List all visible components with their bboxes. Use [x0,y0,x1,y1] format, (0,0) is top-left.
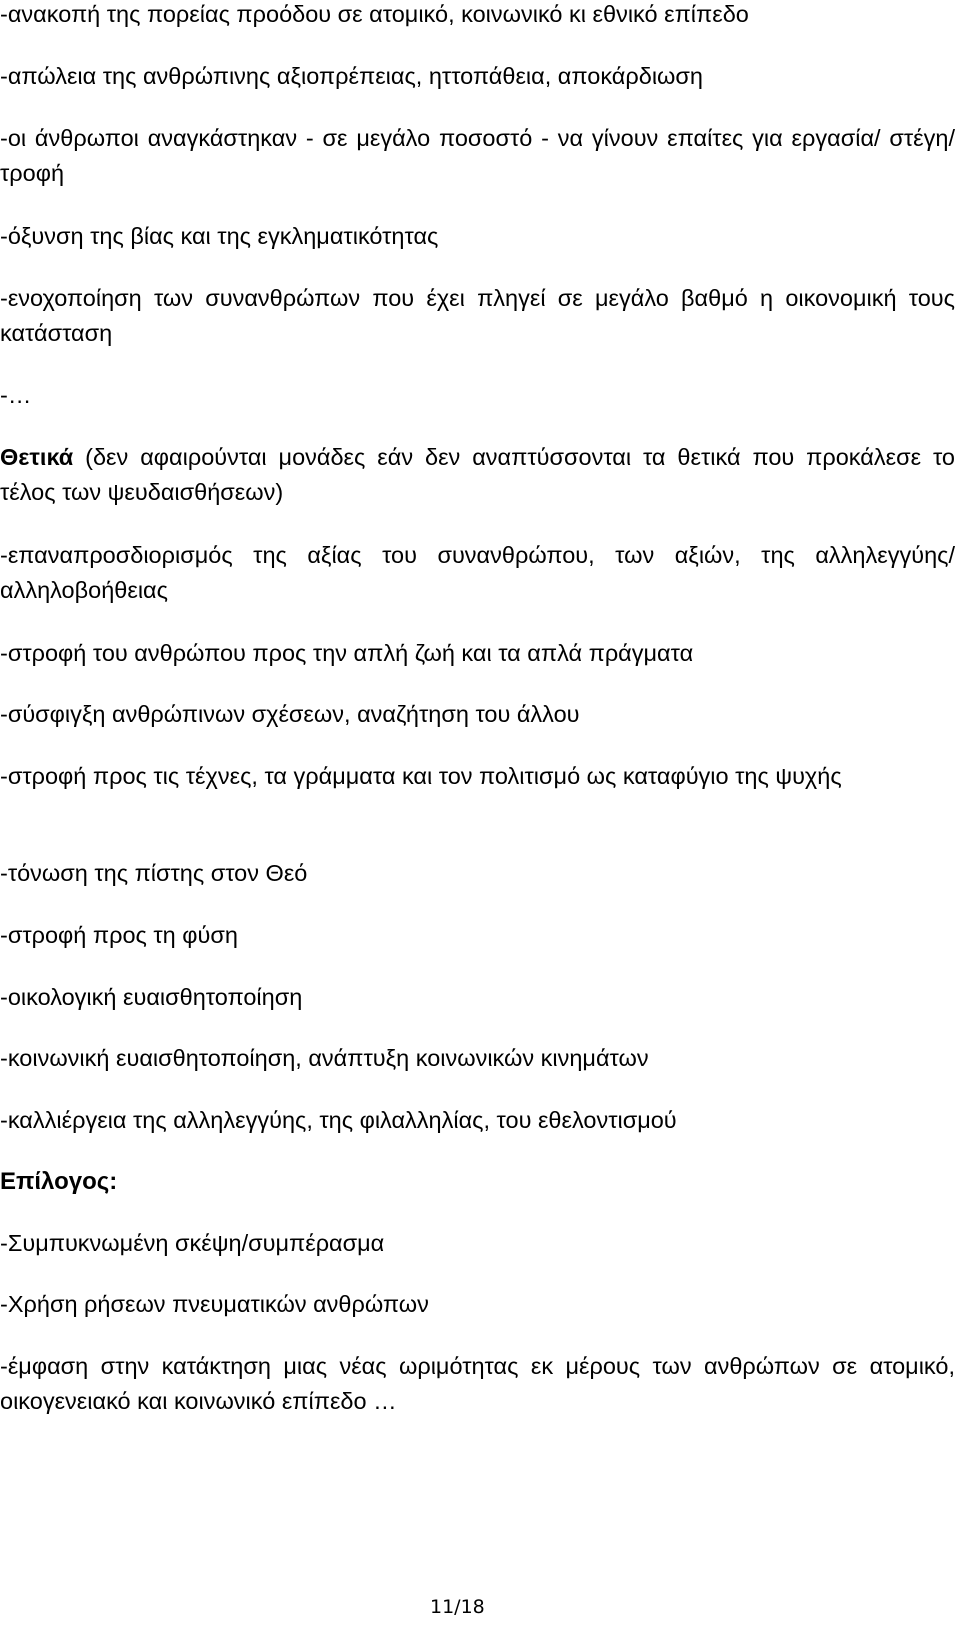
list-item: -Συμπυκνωμένη σκέψη/συμπέρασμα [0,1230,385,1256]
list-item: -όξυνση της βίας και της εγκληματικότητας [0,223,439,249]
positives-note: (δεν αφαιρούνται μονάδες εάν δεν αναπτύσσονται τα θετικά που προκάλεσε το τέλος των ψευδαισθήσεων) [0,444,955,505]
list-item: -κοινωνική ευαισθητοποίηση, ανάπτυξη κοινωνικών κινημάτων [0,1045,649,1071]
list-item: -… [0,382,32,408]
list-item: -ενοχοποίηση των συνανθρώπων που έχει πληγεί σε μεγάλο βαθμό η οικονομική τους κατάσταση [0,285,955,346]
list-item: -απώλεια της ανθρώπινης αξιοπρέπειας, ηττοπάθεια, αποκάρδιωση [0,63,703,89]
list-item: -καλλιέργεια της αλληλεγγύης, της φιλαλληλίας, του εθελοντισμού [0,1107,677,1133]
list-item: -οικολογική ευαισθητοποίηση [0,984,303,1010]
list-item: -στροφή του ανθρώπου προς την απλή ζωή και τα απλά πράγματα [0,640,694,666]
list-item: -έμφαση στην κατάκτηση μιας νέας ωριμότητας εκ μέρους των ανθρώπων σε ατομικό, οικογενειακό και κοινωνικό επίπεδο … [0,1353,955,1414]
epilogue-heading: Επίλογος: [0,1168,118,1195]
positives-label: Θετικά [0,444,74,470]
list-item: -οι άνθρωποι αναγκάστηκαν - σε μεγάλο ποσοστό - να γίνουν επαίτες για εργασία/ στέγη/ τροφή [0,125,955,186]
positives-paragraph [0,440,955,510]
list-item: -επαναπροσδιορισμός της αξίας του συνανθρώπου, των αξιών, της αλληλεγγύης/ αλληλοβοήθειας [0,542,955,603]
list-item: -στροφή προς τις τέχνες, τα γράμματα και τον πολιτισμό ως καταφύγιο της ψυχής [0,763,842,789]
list-item: -τόνωση της πίστης στον Θεό [0,860,308,886]
list-item: -ανακοπή της πορείας προόδου σε ατομικό, κοινωνικό κι εθνικό επίπεδο [0,1,749,27]
list-item: -σύσφιγξη ανθρώπινων σχέσεων, αναζήτηση του άλλου [0,701,580,727]
list-item: -στροφή προς τη φύση [0,922,238,948]
page-number: 11/18 [430,1596,485,1618]
list-item: -Χρήση ρήσεων πνευματικών ανθρώπων [0,1291,429,1317]
